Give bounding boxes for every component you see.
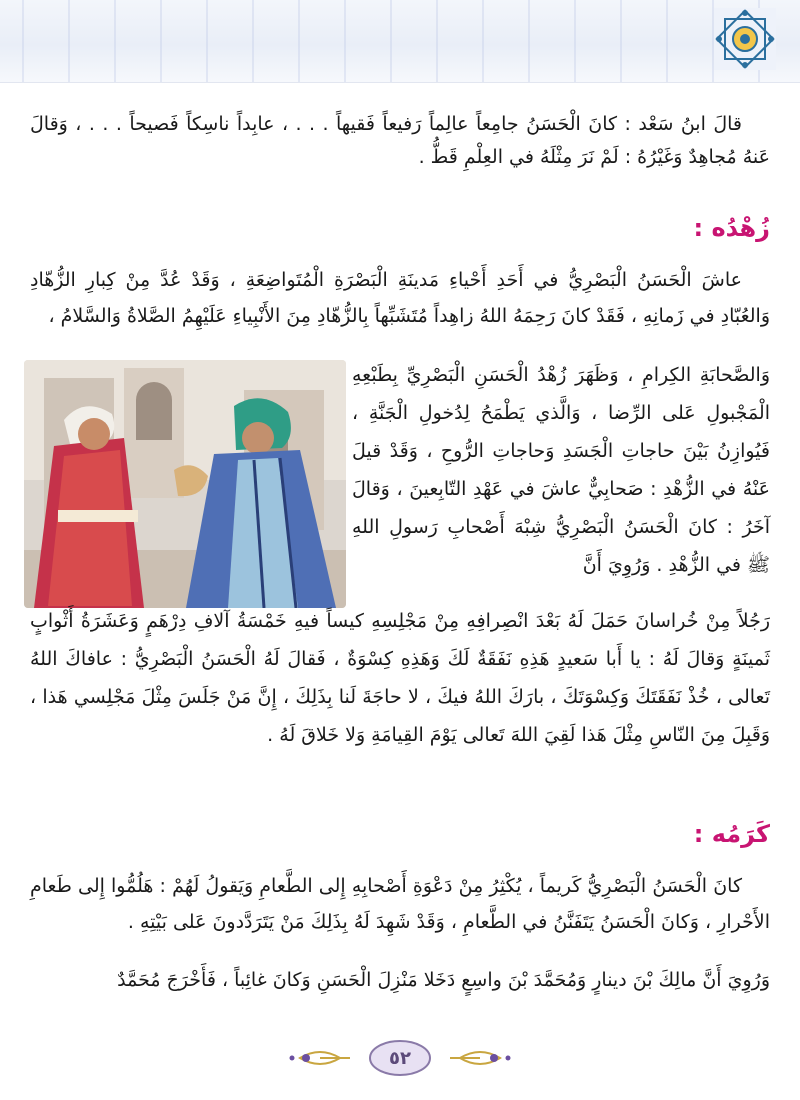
paragraph-ibn-saad: قالَ ابنُ سَعْد : كانَ الْحَسَنُ جامِعاً عالِماً رَفيعاً فَقيهاً . . . ، عابِداً ناسِكاً فَصيحاً . . . ، وَقالَ عَنهُ مُجاهِدٌ وَغَيْرُهُ : لَمْ نَرَ مِثْلَهُ في العِلْمِ قَطُّ . <box>30 113 770 168</box>
paragraph-malik-ibn-dinar: وَرُوِيَ أَنَّ مالِكَ بْنَ دينارٍ وَمُحَمَّدَ بْنَ واسِعٍ دَخَلا مَنْزِلَ الْحَسَنِ وَكانَ غائِباً ، فَأَخْرَجَ مُحَمَّدٌ <box>117 969 770 991</box>
paragraph-zuhd-intro: عاشَ الْحَسَنُ الْبَصْرِيُّ في أَحَدِ أَحْياءِ مَدينَةِ الْبَصْرَةِ الْمُتَواضِعَةِ ، وَقَدْ عُدَّ مِنْ كِبارِ الزُّهّادِ وَالعُبّادِ في زَمانِهِ ، فَقَدْ كانَ رَحِمَهُ اللهُ زاهِداً مُتَشَبِّهاً بِالزُّهّادِ مِنَ الأَنْبِياءِ عَلَيْهِمُ الصَّلاةُ وَالسَّلامُ ، <box>30 269 770 327</box>
page-number: ٥٢ <box>389 1047 411 1069</box>
heading-zuhd: زُهْدُه : <box>693 214 770 242</box>
illustration-two-men <box>24 360 346 608</box>
paragraph-karam: كانَ الْحَسَنُ الْبَصْرِيُّ كَريماً ، يُكْثِرُ مِنْ دَعْوَةِ أَصْحابِهِ إِلى الطَّعامِ وَيَقولُ لَهُمْ : هَلُمُّوا إِلى طَعامِ الأَحْرارِ ، وَكانَ الْحَسَنُ يَتَفَنَّنُ في الطَّعامِ ، وَقَدْ شَهِدَ لَهُ بِذَلِكَ مَنْ يَتَرَدَّدونَ عَلى بَيْتِهِ . <box>30 875 770 933</box>
decorative-header-band <box>0 0 800 83</box>
paragraph-zuhd-wrapped: وَالصَّحابَةِ الكِرامِ ، وَظَهَرَ زُهْدُ الْحَسَنِ الْبَصْرِيِّ بِطَبْعِهِ الْمَجْبولِ عَلى الرِّضا ، وَالَّذي يَطْمَحُ لِدُخولِ الْجَنَّةِ ، فَيُوازِنُ بَيْنَ حاجاتِ الْجَسَدِ وَحاجاتِ الرُّوحِ ، وَقَدْ قيلَ عَنْهُ في الزُّهْدِ : صَحابِيٌّ عاشَ في عَهْدِ التّابِعينَ ، وَقالَ آخَرُ : كانَ الْحَسَنُ الْبَصْرِيُّ شِبْهَ أَصْحابِ رَسولِ اللهِ ﷺ في الزُّهْدِ . وَرُوِيَ أَنَّ <box>352 364 770 576</box>
paragraph-zuhd-story: رَجُلاً مِنْ خُراسانَ حَمَلَ لَهُ بَعْدَ انْصِرافِهِ مِنْ مَجْلِسِهِ كيساً فيهِ خَمْسَةُ آلافِ دِرْهَمٍ وَعَشَرَةُ أَثْوابٍ ثَمينَةٍ وَقالَ لَهُ : يا أَبا سَعيدٍ هَذِهِ نَفَقَةٌ لَكَ وَهَذِهِ كِسْوَةٌ ، فَقالَ لَهُ الْحَسَنُ الْبَصْرِيُّ : عافاكَ اللهُ تَعالى ، خُذْ نَفَقَتَكَ وَكِسْوَتَكَ ، بارَكَ اللهُ فيكَ ، لا حاجَةَ لَنا بِذَلِكَ ، إِنَّ مَنْ جَلَسَ مِثْلَ مَجْلِسي هَذا ، وَقَبِلَ مِنَ النّاسِ مِثْلَ هَذا لَقِيَ اللهَ تَعالى يَوْمَ القِيامَةِ وَلا خَلاقَ لَهُ . <box>30 610 770 746</box>
arabesque-ornament-icon <box>714 8 776 70</box>
heading-karam: كَرَمُه : <box>693 820 770 848</box>
book-page <box>0 82 800 1100</box>
